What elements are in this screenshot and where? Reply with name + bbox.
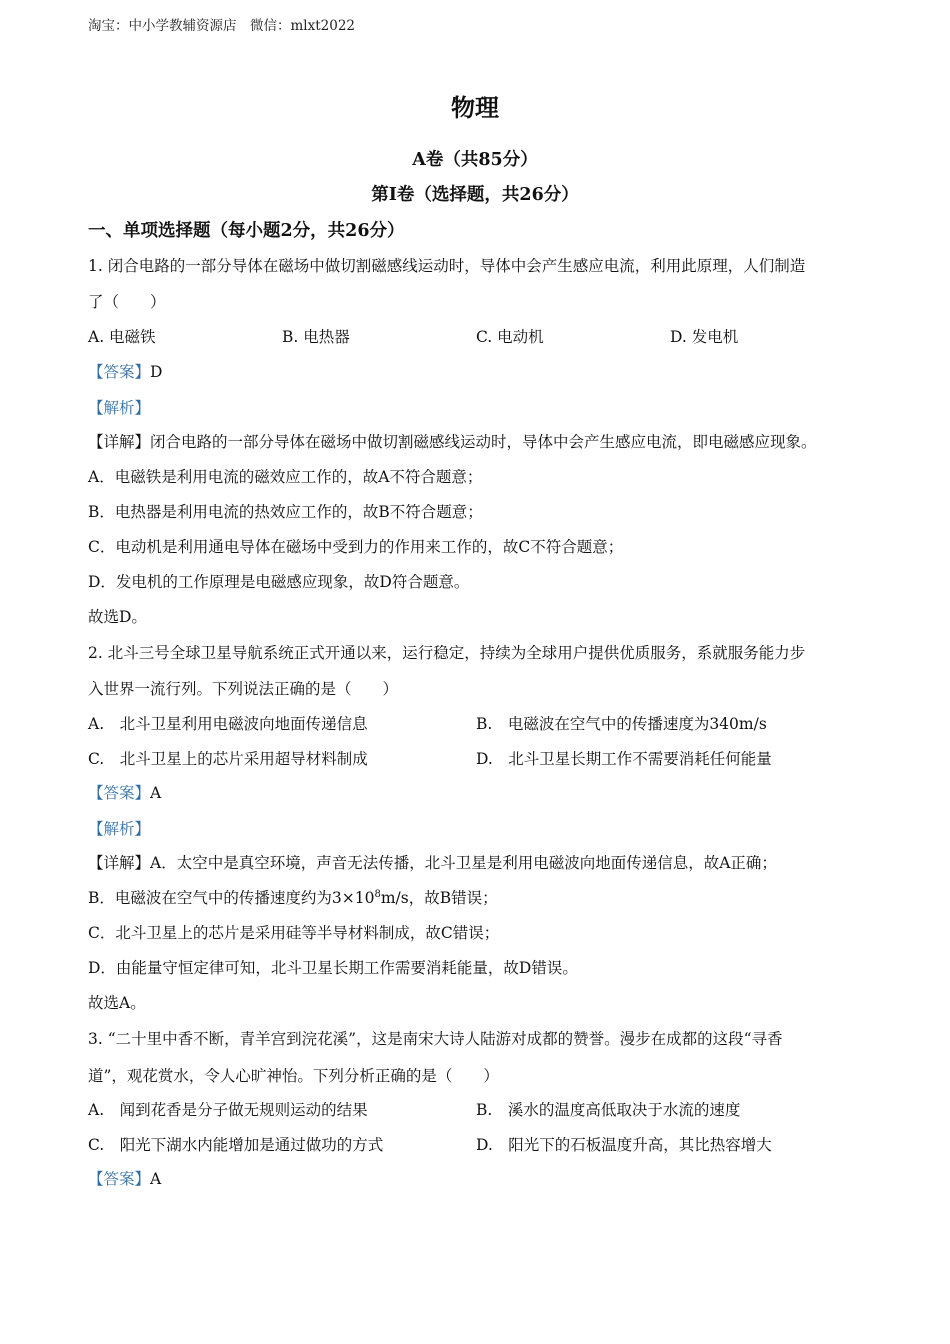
q2-option-a: A. 北斗卫星利用电磁波向地面传递信息 — [88, 715, 368, 733]
q1-conclusion: 故选D。 — [88, 608, 147, 626]
q2-stem-line-2: 入世界一流行列。下列说法正确的是（ ） — [88, 680, 399, 698]
q1-answer-value: D — [150, 363, 163, 381]
q2-detail-b — [88, 886, 498, 908]
header-note: 淘宝：中小学教辅资源店 微信：mlxt2022 — [88, 18, 356, 34]
q2-detail-d: D．由能量守恒定律可知，北斗卫星长期工作需要消耗能量，故D错误。 — [88, 959, 578, 977]
q1-detail-a: A．电磁铁是利用电流的磁效应工作的，故A不符合题意； — [88, 468, 483, 486]
q3-option-b: B. 溪水的温度高低取决于水流的速度 — [476, 1101, 741, 1119]
answer-tag: 【答案】 — [88, 1170, 151, 1188]
q2-analysis — [88, 817, 150, 839]
q2-stem-line-1: 2. 北斗三号全球卫星导航系统正式开通以来，运行稳定，持续为全球用户提供优质服务，系就服务能力步 — [88, 644, 806, 662]
q2-conclusion: 故选A。 — [88, 994, 146, 1012]
detail-tag: 【详解】 — [88, 854, 151, 872]
q1-answer — [88, 360, 162, 382]
q1-detail-b: B．电热器是利用电流的热效应工作的，故B不符合题意； — [88, 503, 483, 521]
q1-detail-text: 闭合电路的一部分导体在磁场中做切割磁感线运动时，导体中会产生感应电流，即电磁感应现象。 — [150, 433, 817, 451]
q2-detail-text: A．太空中是真空环境，声音无法传播，北斗卫星是利用电磁波向地面传递信息，故A正确； — [150, 854, 777, 872]
q3-answer — [88, 1167, 161, 1189]
analysis-tag: 【解析】 — [88, 399, 151, 417]
q1-detail-intro — [88, 430, 817, 452]
q3-option-d: D. 阳光下的石板温度升高，其比热容增大 — [476, 1136, 772, 1154]
page-title: 物理 — [451, 93, 499, 122]
analysis-tag: 【解析】 — [88, 820, 151, 838]
answer-tag: 【答案】 — [88, 363, 151, 381]
detail-tag: 【详解】 — [88, 433, 151, 451]
q2-detail-b-pre: B．电磁波在空气中的传播速度约为3×10 — [88, 889, 375, 907]
q1-detail-d: D．发电机的工作原理是电磁感应现象，故D符合题意。 — [88, 573, 470, 591]
part-one-heading: 第Ⅰ卷（选择题，共26分） — [371, 185, 579, 205]
q1-detail-c: C．电动机是利用通电导体在磁场中受到力的作用来工作的，故C不符合题意； — [88, 538, 624, 556]
q1-analysis — [88, 396, 150, 418]
q1-stem-line-1: 1. 闭合电路的一部分导体在磁场中做切割磁感线运动时，导体中会产生感应电流，利用此原理，人们制造 — [88, 257, 806, 275]
q2-answer — [88, 781, 161, 803]
q1-option-b: B. 电热器 — [282, 328, 350, 346]
q2-option-b: B. 电磁波在空气中的传播速度为340m/s — [476, 715, 767, 733]
q2-detail-b-post: m/s，故B错误； — [380, 889, 498, 907]
q3-answer-value: A — [150, 1170, 162, 1188]
q2-detail-intro — [88, 851, 777, 873]
q2-option-c: C. 北斗卫星上的芯片采用超导材料制成 — [88, 750, 368, 768]
q2-detail-c: C．北斗卫星上的芯片是采用硅等半导材料制成，故C错误； — [88, 924, 500, 942]
q1-option-d: D. 发电机 — [670, 328, 739, 346]
q1-stem-line-2: 了（ ） — [88, 293, 166, 311]
q1-option-a: A. 电磁铁 — [88, 328, 156, 346]
q3-stem-line-2: 道”，观花赏水，令人心旷神怡。下列分析正确的是（ ） — [88, 1067, 499, 1085]
q1-option-c: C. 电动机 — [476, 328, 544, 346]
q2-option-d: D. 北斗卫星长期工作不需要消耗任何能量 — [476, 750, 772, 768]
q2-detail-b-exponent: 8 — [374, 888, 381, 900]
q2-answer-value: A — [150, 784, 162, 802]
q3-option-c: C. 阳光下湖水内能增加是通过做功的方式 — [88, 1136, 384, 1154]
volume-a-heading: A卷（共85分） — [412, 150, 538, 170]
q3-stem-line-1: 3. “二十里中香不断，青羊宫到浣花溪”，这是南宋大诗人陆游对成都的赞誉。漫步在成都的这段“寻香 — [88, 1030, 783, 1048]
section-one-heading: 一、单项选择题（每小题2分，共26分） — [88, 221, 405, 241]
q3-option-a: A. 闻到花香是分子做无规则运动的结果 — [88, 1101, 368, 1119]
answer-tag: 【答案】 — [88, 784, 151, 802]
